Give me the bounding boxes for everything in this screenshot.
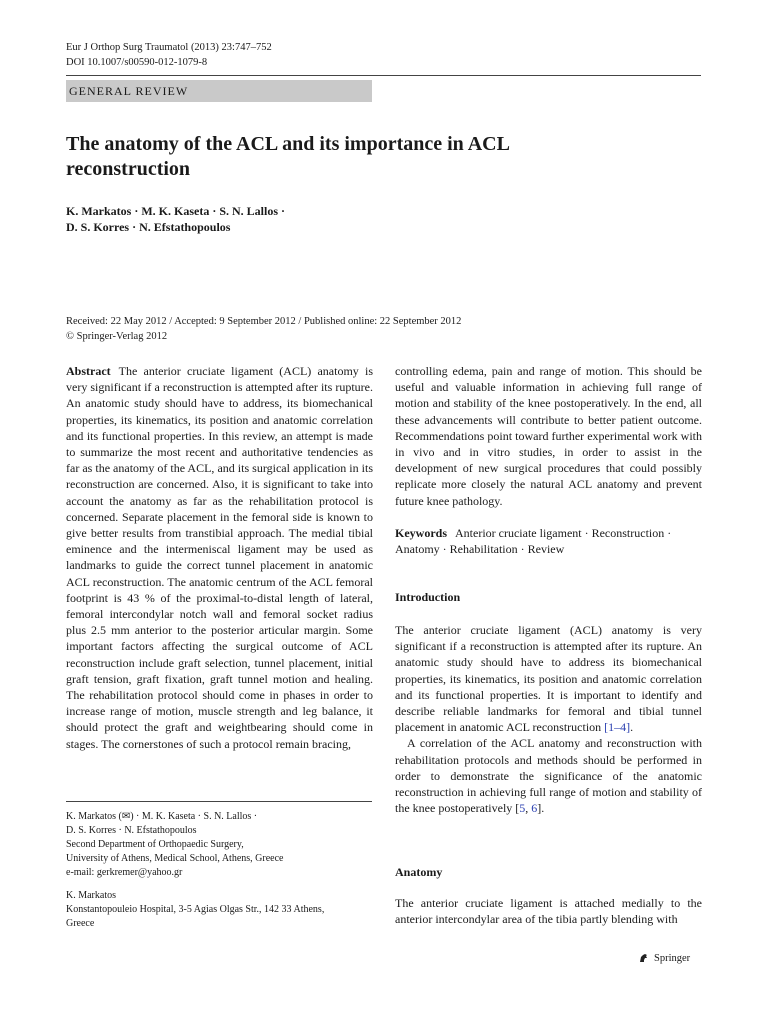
footnote-line: Konstantopouleio Hospital, 3-5 Agias Olgas Str., 142 33 Athens, [66,904,325,915]
author-list [66,203,626,235]
authors-line-2: D. S. Korres · N. Efstathopoulos [66,220,231,234]
footnote-line: K. Markatos (✉) · M. K. Kaseta · S. N. Lallos · [66,811,258,822]
publisher-logo [638,952,690,964]
authors-line-1: K. Markatos · M. K. Kaseta · S. N. Lallos · [66,204,285,218]
author-affiliations [66,810,372,931]
abstract-heading: Abstract [66,364,111,378]
springer-horse-icon [638,952,650,964]
intro-p2-text: A correlation of the ACL anatomy and reconstruction with rehabilitation protocols and methods should be performed in order to demonstrate the significance of the anatomic reconstruction in achieving full range of motion and stability of the knee postoperatively [395,736,702,816]
footnote-line: University of Athens, Medical School, Athens, Greece [66,853,284,864]
citation-link[interactable]: 5 [519,801,526,816]
cite-bracket: ] [537,801,542,816]
keywords [395,525,702,557]
footnote-rule [66,801,372,802]
footnote-spacer [66,880,372,889]
doi[interactable]: DOI 10.1007/s00590-012-1079-8 [66,57,208,68]
header-rule [66,75,701,76]
copyright: © Springer-Verlag 2012 [66,331,168,342]
introduction-heading: Introduction [395,590,461,604]
footnote-line: Greece [66,918,95,929]
keywords-text: Anterior cruciate ligament · Reconstruction · Anatomy · Rehabilitation · Review [395,526,672,557]
intro-paragraph-2 [395,735,702,816]
dates-line: Received: 22 May 2012 / Accepted: 9 September 2012 / Published online: 22 September 2012 [66,316,462,327]
abstract-left-column [66,363,373,752]
intro-p1-text: The anterior cruciate ligament (ACL) anatomy is very significant if a reconstruction is attempted after its rupture. An anatomic study should have to address its biomechanical properties, its kinematics, its position and anatomic correlation and its functional properties. It is important to identify and describe reliable landmarks for femoral and tibial tunnel placement in anatomic ACL reconstruction [395,623,702,735]
footnote-line: K. Markatos [66,890,116,901]
footnote-line: D. S. Korres · N. Efstathopoulos [66,825,197,836]
publication-dates [66,314,706,344]
cite-bracket: [ [515,801,520,816]
email[interactable]: e-mail: gerkremer@yahoo.gr [66,867,183,878]
citation-link[interactable]: 6 [531,801,538,816]
intro-p2-end: . [541,801,545,816]
abstract-right-column: controlling edema, pain and range of motion. This should be useful and valuable information in achieving full range of motion and stability of the knee postoperatively. In the end, all these advancements will contribute to better patient outcome. Recommendations point toward further experimental work with in vivo and in vitro studies, in order to assist in the development of new surgical procedures that could possibly replicate more closely the natural ACL anatomy and prevent future knee pathology. [395,364,702,508]
keywords-heading: Keywords [395,526,447,540]
citation-link[interactable]: [1–4] [604,720,631,735]
section-label: GENERAL REVIEW [66,80,372,102]
publisher-name: Springer [654,952,691,964]
anatomy-body: The anterior cruciate ligament is attached medially to the anterior intercondylar area of the tibia partly blending with [395,896,702,927]
anatomy-heading: Anatomy [395,865,443,879]
intro-p1-end: . [630,720,634,735]
introduction-body [395,622,702,816]
abstract-text-part-1: The anterior cruciate ligament (ACL) anatomy is very significant if a reconstruction is attempted after its rupture. An anatomic study should have to address, its biomechanical properties, its kinematics, its position and anatomic correlation and its functional properties. In this review, an attempt is made to summarize the most recent and authoritative tendencies as far as the anatomy of the ACL, and its surgical application in its reconstruction are concerned. Also, it is significant to take into account the anatomy as far as the rehabilitation protocol is concerned. Separate placement in the femoral side is known to give better results from transtibial approach. The medial tibial eminence and the intermeniscal ligament may be used as landmarks to guide the correct tunnel placement in anatomic ACL reconstruction. The anatomic centrum of the ACL femoral footprint is 43 % of the proximal-to-distal length of lateral, femoral intercondylar notch wall and femoral socket radius plus 2.5 mm anterior to the posterior articular margin. Some important factors affecting the surgical outcome of ACL reconstruction include graft selection, tunnel placement, initial graft tension, graft fixation, graft tunnel motion and healing. The rehabilitation protocol should come in phases in order to increase range of motion, muscle strength and leg balance, it should protect the graft and weightbearing should come in stages. The cornerstones of such a protocol remain bracing, [66,364,373,751]
journal-citation: Eur J Orthop Surg Traumatol (2013) 23:747–752 [66,42,272,53]
intro-paragraph-1 [395,622,702,735]
paper-title: The anatomy of the ACL and its importance in ACL reconstruction [66,133,509,180]
cite-separator: , [525,801,532,816]
journal-info [66,40,272,70]
footnote-line: Second Department of Orthopaedic Surgery, [66,839,244,850]
